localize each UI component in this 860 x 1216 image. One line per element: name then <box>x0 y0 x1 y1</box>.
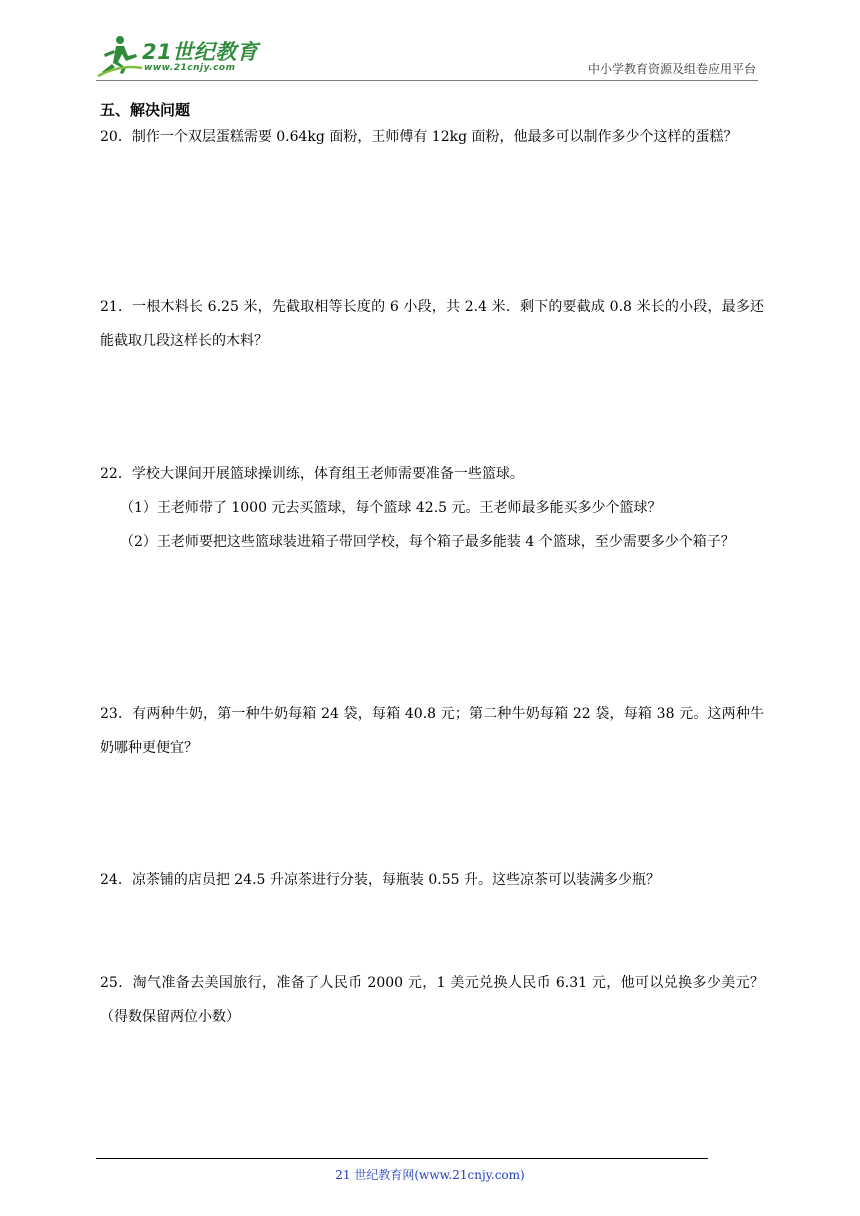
section-title: 五、解决问题 <box>100 101 191 119</box>
logo-text: 21世纪教育 <box>142 40 259 64</box>
page-header <box>0 0 860 90</box>
runner-icon <box>96 34 144 78</box>
question-24: 24．凉茶铺的店员把 24.5 升凉茶进行分装，每瓶装 0.55 升。这些凉茶可以装满多少瓶？ <box>100 872 660 888</box>
header-divider <box>96 80 758 81</box>
footer-link[interactable]: 21 世纪教育网(www.21cnjy.com) <box>335 1168 525 1182</box>
logo-url: www.21cnjy.com <box>144 63 236 73</box>
question-22-part-1: （1）王老师带了 1000 元去买篮球，每个篮球 42.5 元。王老师最多能买多少个篮球？ <box>120 500 662 516</box>
question-23: 23．有两种牛奶，第一种牛奶每箱 24 袋，每箱 40.8 元；第二种牛奶每箱 22 袋，每箱 38 元。这两种牛奶哪种更便宜？ <box>100 706 764 756</box>
question-21: 21．一根木料长 6.25 米，先截取相等长度的 6 小段，共 2.4 米．剩下的要截成 0.8 米长的小段，最多还能截取几段这样长的木料？ <box>100 299 764 349</box>
question-22 <box>100 457 764 559</box>
question-20: 20．制作一个双层蛋糕需要 0.64kg 面粉，王师傅有 12kg 面粉，他最多可以制作多少个这样的蛋糕？ <box>100 129 738 145</box>
question-22-part-2: （2）王老师要把这些篮球装进箱子带回学校，每个箱子最多能装 4 个篮球，至少需要多少个箱子？ <box>120 534 735 550</box>
platform-label: 中小学教育资源及组卷应用平台 <box>587 62 756 76</box>
question-25: 25．淘气准备去美国旅行，准备了人民币 2000 元，1 美元兑换人民币 6.31 元，他可以兑换多少美元？（得数保留两位小数） <box>100 975 764 1025</box>
footer-divider <box>96 1158 708 1159</box>
question-22-stem: 22．学校大课间开展篮球操训练，体育组王老师需要准备一些篮球。 <box>100 466 524 482</box>
site-logo <box>96 34 259 78</box>
